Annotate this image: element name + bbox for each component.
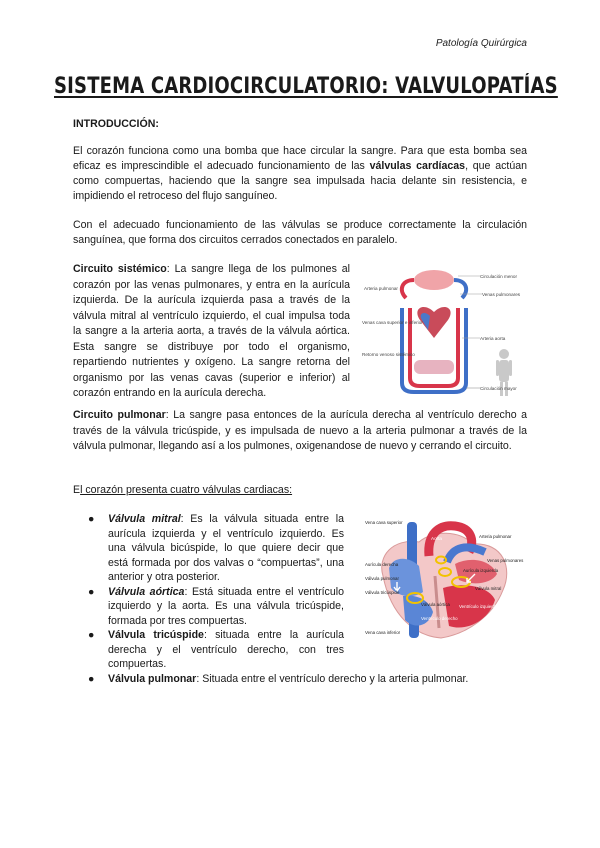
label-circulacion-mayor: Circulación mayor <box>480 386 517 391</box>
valve-name-pulmonar: Válvula pulmonar <box>108 673 197 685</box>
label-arteria-aorta: Arteria aorta <box>480 336 506 341</box>
label-arteria-pulmonar: Arteria pulmonar <box>479 534 512 539</box>
label-auricula-derecha: Aurícula derecha <box>365 562 399 567</box>
pulmonary-paragraph <box>73 408 527 455</box>
capillaries-shape <box>414 360 454 374</box>
label-ventriculo-derecho: Ventrículo derecho <box>421 616 458 621</box>
list-item-mitral <box>88 512 344 585</box>
intro-heading: INTRODUCCIÓN: <box>73 118 159 130</box>
human-head-icon <box>499 349 509 359</box>
bullet-icon: ● <box>88 673 95 685</box>
lungs-shape <box>414 270 454 290</box>
heart-anatomy-svg <box>363 516 524 641</box>
label-venas-cavas: Venas cava superior e inferior <box>362 320 423 325</box>
valve-text-mitral: : Es la válvula situada entre la aurícula izquierda y el ventrículo izquierdo. Es una válvula bicúspide, lo que quiere decir que está formada por dos valvas o “compuertas”, una anterior y otra posterior. <box>108 513 344 583</box>
label-circulacion-menor: Circulación menor <box>480 274 518 279</box>
label-valvula-mitral: Válvula mitral <box>475 586 502 591</box>
page-title: SISTEMA CARDIOCIRCULATORIO: VALVULOPATÍAS <box>54 74 558 99</box>
label-valvula-tricuspide: Válvula tricúspide <box>365 590 400 595</box>
human-arm-left-icon <box>496 360 499 376</box>
valve-name-aortica: Válvula aórtica <box>108 585 185 598</box>
list-item-pulmonar <box>88 672 528 687</box>
intro-paragraph-2: Con el adecuado funcionamiento de las válvulas se produce correctamente la circulación sanguínea, que forma dos circuitos cerrados conectados en paralelo. <box>73 219 527 246</box>
human-arm-right-icon <box>509 360 512 376</box>
list-item-tricuspide <box>88 628 344 672</box>
pulmonary-vein-left <box>402 280 414 298</box>
bullet-icon: ● <box>88 513 95 525</box>
circulation-diagram-svg <box>362 268 532 398</box>
intro-p1-bold: válvulas cardíacas <box>369 160 466 172</box>
valve-text-tricuspide: : situada entre la aurícula derecha y el ventrículo derecho, con tres compuertas. <box>108 629 344 670</box>
circulation-diagram <box>362 268 532 398</box>
valve-name-mitral: Válvula mitral <box>108 513 181 525</box>
valve-text-aortica: : Está situada entre el ventrículo izquierdo y la aorta. Es una válvula tricúspide, formada por tres compuertas. <box>108 585 344 627</box>
systemic-paragraph <box>73 262 350 402</box>
label-ventriculo-izquierdo: Ventrículo izquierdo <box>459 604 498 609</box>
running-header: Patología Quirúrgica <box>435 38 527 49</box>
human-body-icon <box>499 360 509 382</box>
pulmonary-artery-right <box>454 280 466 298</box>
label-arteria-pulmonar: Arteria pulmonar <box>364 286 398 291</box>
label-venas-pulmonares: Venas pulmonares <box>482 292 521 297</box>
valves-intro <box>73 484 292 496</box>
valve-name-tricuspide: Válvula tricúspide <box>108 629 204 641</box>
heart-anatomy-diagram <box>363 516 524 641</box>
intro-paragraph-1 <box>73 144 527 204</box>
valve-text-pulmonar: : Situada entre el ventrículo derecho y la arteria pulmonar. <box>196 673 469 685</box>
label-valvula-aortica: Válvula aórtica <box>421 602 450 607</box>
pulmonary-term: Circuito pulmonar <box>73 409 166 421</box>
valves-intro-first-letter: E <box>73 484 81 496</box>
label-aorta: Aorta <box>431 536 442 541</box>
list-item-aortica <box>88 585 344 629</box>
systemic-term: Circuito sistémico <box>73 263 167 275</box>
intro-p1-end: , que actúan como compuertas, haciendo que la sangre sea impulsada hacia delante sin resistencia, e impidiendo el retroceso del flujo sanguíneo. <box>73 160 527 202</box>
label-venas-pulmonares: Venas pulmonares <box>487 558 524 563</box>
label-vena-cava-superior: Vena cava superior <box>365 520 403 525</box>
label-vena-cava-inferior: Vena cava inferior <box>365 630 401 635</box>
systemic-text: : La sangre llega de los pulmones al corazón por las venas pulmonares, y entra en la aurícula izquierda. De la aurícula izquierda pasa a través de la válvula mitral al ventrículo izquierdo, el cual impulsa toda la sangre a la arteria aorta, a través de la válvula aórtica. Esta sangre se distribuye por todo el organismo, repartiendo nutrientes y oxígeno. La sangre retorna del organismo por las venas cavas (superior e inferior) al corazón entrando en la aurícula derecha. <box>73 263 350 399</box>
bullet-icon: ● <box>88 585 95 598</box>
label-valvula-pulmonar: Válvula pulmonar <box>365 576 399 581</box>
intro-p1-start: El corazón funciona como una bomba que hace circular la sangre. Para que esta bomba sea eficaz es imprescindible el adecuado funcionamiento de las <box>73 145 527 172</box>
bullet-icon: ● <box>88 629 95 641</box>
label-retorno-venoso: Retorno venoso sistémico <box>362 352 415 357</box>
pulmonary-text: : La sangre pasa entonces de la aurícula derecha al ventrículo derecho a través de la válvula tricúspide, y es impulsada de nuevo a la arteria pulmonar a través de la válvula pulmonar, llegando así a los pulmones, oxigenandose de nuevo y cerrando el circuito. <box>73 409 527 452</box>
valves-list <box>88 512 344 672</box>
label-auricula-izquierda: Aurícula izquierda <box>463 568 499 573</box>
valves-intro-text: l corazón presenta cuatro válvulas cardiacas: <box>80 484 293 496</box>
